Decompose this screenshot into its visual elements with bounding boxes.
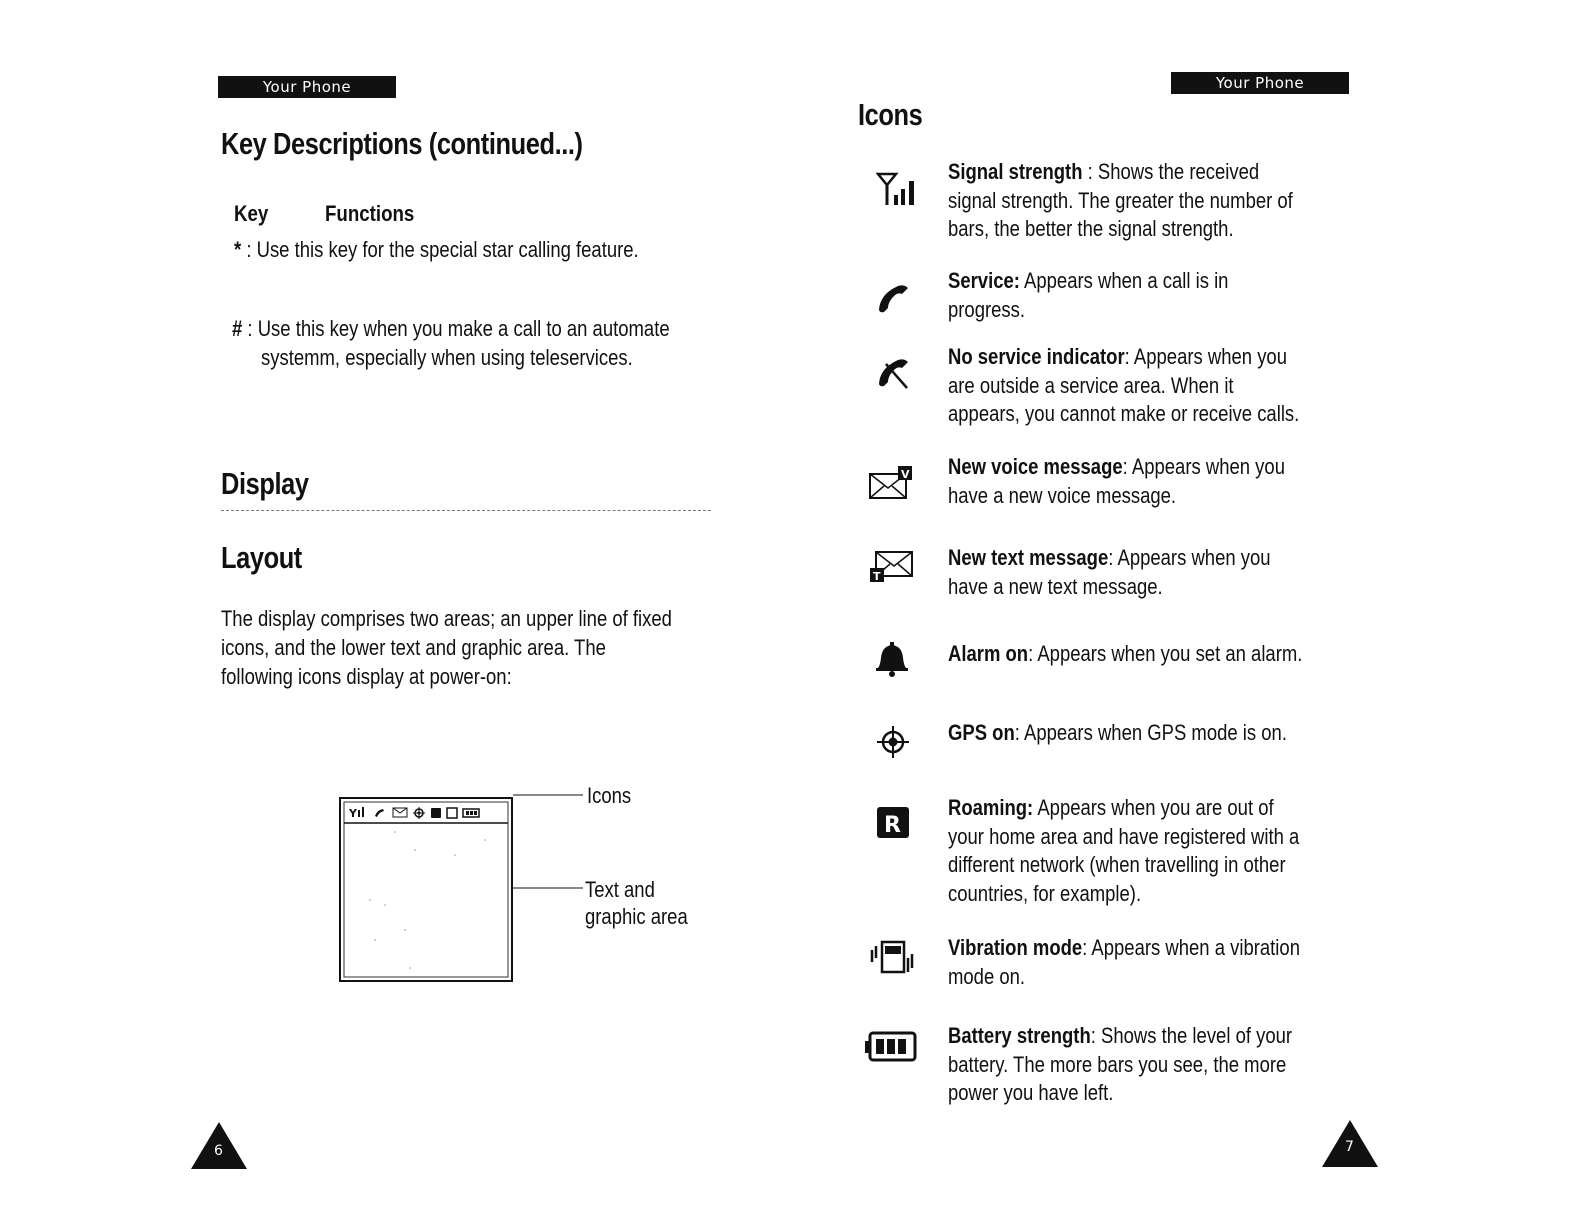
desc-line: your home area and have registered with a [948, 823, 1300, 849]
desc-line: battery. The more bars you see, the more [948, 1051, 1287, 1077]
layout-line-1: The display comprises two areas; an upper line of fixed [221, 606, 672, 631]
svg-text:Y: Y [349, 807, 357, 820]
diagram-label-text-2: graphic area [585, 904, 688, 929]
col-header-key: Key [234, 201, 269, 226]
icon-name: Signal strength [948, 159, 1083, 184]
header-tab-left [218, 76, 396, 98]
gps-icon [873, 722, 913, 762]
roaming-icon [874, 805, 912, 841]
header-tab-right [1171, 72, 1349, 94]
text-message-icon [868, 548, 914, 586]
icon-desc-roaming [948, 794, 1299, 908]
page-number-left: 6 [214, 1143, 223, 1159]
icon-desc-text [948, 544, 1271, 601]
icon-desc-gps [948, 719, 1287, 748]
desc-line: are outside a service area. When it [948, 372, 1234, 398]
sep: : [1028, 641, 1038, 666]
display-underline [221, 510, 711, 511]
icon-name: New voice message [948, 454, 1123, 479]
sep: : [1108, 545, 1118, 570]
icon-name: Service: [948, 268, 1020, 293]
desc-line: Appears when you [1133, 344, 1287, 369]
voice-message-icon [868, 464, 914, 502]
layout-line-3: following icons display at power-on: [221, 664, 512, 689]
desc-line: appears, you cannot make or receive calls. [948, 401, 1300, 426]
icon-desc-signal [948, 158, 1293, 244]
desc-line: Appears when GPS mode is on. [1023, 720, 1287, 745]
icon-name: GPS on [948, 720, 1015, 745]
diagram-label-text-1: Text and [585, 877, 655, 902]
icon-name: No service indicator [948, 344, 1125, 369]
icon-name: Alarm on [948, 641, 1029, 666]
desc-line: Shows the level of your [1101, 1023, 1293, 1048]
icon-name: New text message [948, 545, 1109, 570]
desc-line: progress. [948, 296, 1026, 322]
no-service-icon [874, 356, 912, 390]
svg-text:V: V [901, 468, 910, 481]
header-tab-text: Your Phone [262, 78, 352, 96]
svg-text:T: T [873, 570, 881, 583]
layout-line-2: icons, and the lower text and graphic area. The [221, 635, 606, 660]
key-row-hash [232, 314, 670, 343]
icon-desc-voice [948, 453, 1285, 510]
desc-line: Appears when a call is in [1024, 268, 1229, 293]
icon-desc-battery [948, 1022, 1292, 1108]
desc-line: mode on. [948, 963, 1026, 989]
desc-line: Appears when you set an alarm. [1037, 641, 1303, 666]
battery-icon [864, 1030, 918, 1064]
vibration-icon [870, 938, 916, 980]
icon-name: Battery strength [948, 1023, 1091, 1048]
sep: : [1122, 454, 1132, 479]
desc-line: Appears when you [1131, 454, 1285, 479]
desc-line: bars, the better the signal strength. [948, 216, 1234, 241]
svg-text:R: R [884, 813, 901, 838]
diagram-label-icons: Icons [587, 783, 632, 808]
desc-line: power you have left. [948, 1080, 1114, 1105]
icons-title: Icons [858, 97, 923, 132]
desc-line: Appears when you are out of [1037, 795, 1274, 820]
icon-desc-vibration [948, 934, 1300, 991]
page-title: Key Descriptions (continued...) [221, 126, 583, 161]
sep: : [1082, 159, 1098, 184]
desc-line: Shows the received [1097, 159, 1260, 184]
icon-desc-service [948, 267, 1228, 324]
signal-strength-icon [876, 171, 922, 209]
col-header-functions: Functions [325, 201, 415, 226]
sep: : [1124, 344, 1134, 369]
icon-name: Vibration mode [948, 935, 1083, 960]
key-function: : Use this key when you make a call to an automate [242, 316, 670, 341]
desc-line: countries, for example). [948, 880, 1142, 906]
header-tab-text: Your Phone [1215, 74, 1305, 92]
desc-line: have a new text message. [948, 573, 1163, 599]
icon-desc-alarm [948, 640, 1302, 669]
desc-line: signal strength. The greater the number of [948, 187, 1293, 213]
sep: : [1082, 935, 1092, 960]
key-symbol: * [234, 237, 242, 262]
desc-line: Appears when a vibration [1091, 935, 1300, 960]
desc-line: different network (when travelling in other [948, 852, 1286, 877]
page-number-right: 7 [1345, 1139, 1354, 1155]
desc-line: have a new voice message. [948, 482, 1177, 508]
icon-name: Roaming: [948, 795, 1034, 820]
key-row-star [234, 235, 639, 264]
layout-title: Layout [221, 540, 302, 575]
icon-desc-no-service [948, 343, 1299, 429]
service-icon [874, 282, 912, 314]
desc-line: Appears when you [1117, 545, 1271, 570]
alarm-icon [872, 640, 912, 678]
display-title: Display [221, 466, 309, 501]
key-symbol: # [232, 316, 243, 341]
sep: : [1090, 1023, 1102, 1048]
key-function: : Use this key for the special star calling feature. [241, 237, 639, 262]
sep: : [1014, 720, 1024, 745]
key-row-hash-cont: systemm, especially when using teleservices. [261, 345, 633, 370]
